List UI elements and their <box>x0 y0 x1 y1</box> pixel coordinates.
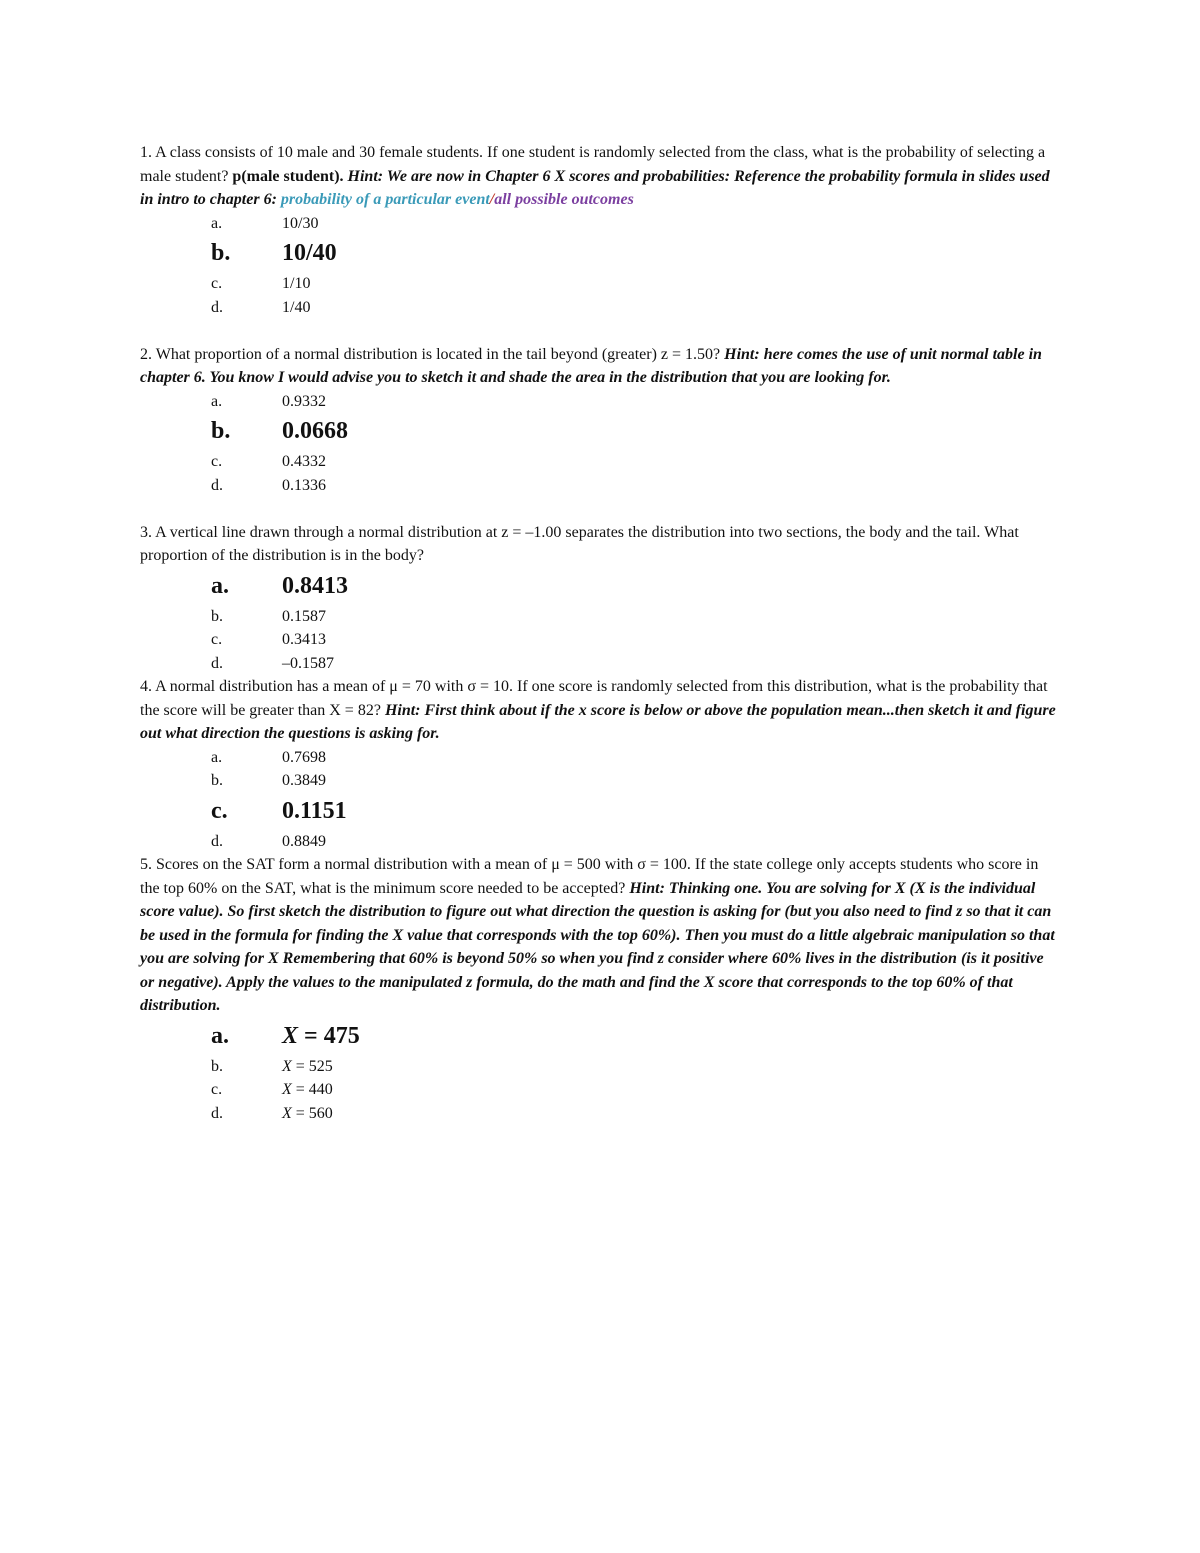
choice-value: = 475 <box>298 1022 360 1049</box>
question-2-choices <box>140 390 1060 498</box>
question-3-stem: 3. A vertical line drawn through a normal distribution at z = –1.00 separates the distribution into two sections, the body and the tail. What proportion of the distribution is in the body? <box>140 523 1019 564</box>
choice-value: –0.1587 <box>282 654 334 672</box>
answer-choice-correct <box>140 793 1060 830</box>
question-1-stem: 1. A class consists of 10 male and 30 female students. If one student is randomly selected from the class, what is the probability of selecting a male student? <box>140 144 1046 185</box>
answer-choice <box>140 746 1060 770</box>
choice-letter: c. <box>211 1081 223 1098</box>
question-4 <box>140 675 1060 746</box>
answer-choice-correct <box>140 235 1060 272</box>
question-1 <box>140 141 1060 212</box>
choice-value: 0.0668 <box>282 418 348 444</box>
answer-choice-correct <box>140 1018 1060 1055</box>
answer-choice <box>140 390 1060 414</box>
answer-choice <box>140 450 1060 474</box>
choice-letter: d. <box>211 832 223 850</box>
answer-choice <box>140 1078 1060 1102</box>
choice-value: 0.7698 <box>282 748 326 766</box>
choice-variable: X <box>282 1022 299 1049</box>
choice-value: 0.8849 <box>282 832 326 850</box>
choice-value: 0.1336 <box>282 476 326 494</box>
question-3-choices <box>140 568 1060 676</box>
choice-letter: a. <box>211 748 223 766</box>
question-4-choices <box>140 746 1060 854</box>
question-5-choices <box>140 1018 1060 1126</box>
choice-letter: b. <box>211 240 231 266</box>
answer-choice-correct <box>140 568 1060 605</box>
answer-choice <box>140 1055 1060 1079</box>
choice-value: 0.3849 <box>282 772 326 789</box>
worksheet-page <box>140 141 1060 1125</box>
answer-choice <box>140 605 1060 629</box>
question-1-choices <box>140 212 1060 320</box>
formula-denominator: all possible outcomes <box>494 191 634 208</box>
question-2-hint: Hint: here comes the use of unit normal table in chapter 6. You know I would advise you to sketch it and shade the area in the distribution that you are looking for. <box>140 345 1042 386</box>
choice-letter: a. <box>211 572 229 599</box>
answer-choice <box>140 1102 1060 1126</box>
answer-choice <box>140 628 1060 652</box>
choice-letter: a. <box>211 214 223 232</box>
formula-numerator: probability of a particular event <box>280 191 490 208</box>
choice-letter: a. <box>211 392 223 410</box>
question-5 <box>140 853 1060 1018</box>
choice-letter: d. <box>211 476 223 494</box>
choice-variable: X <box>282 1104 292 1122</box>
choice-letter: c. <box>211 797 228 824</box>
choice-value: 0.3413 <box>282 631 326 648</box>
choice-value: 1/40 <box>282 298 311 316</box>
choice-letter: c. <box>211 275 223 292</box>
question-5-stem: 5. Scores on the SAT form a normal distribution with a mean of μ = 500 with σ = 100. If the state college only accepts students who score in the top 60% on the SAT, what is the minimum score needed to be accepted? <box>140 856 1039 897</box>
choice-letter: b. <box>211 1057 223 1075</box>
choice-letter: d. <box>211 298 223 316</box>
question-2 <box>140 343 1060 390</box>
choice-variable: X <box>282 1057 292 1075</box>
question-4-stem: 4. A normal distribution has a mean of μ = 70 with σ = 10. If one score is randomly selected from this distribution, what is the probability that the score will be greater than X = 82? <box>140 678 1048 719</box>
choice-value: 1/10 <box>282 275 311 292</box>
answer-choice <box>140 474 1060 498</box>
question-3 <box>140 521 1060 568</box>
question-1-bold-term: p(male student). <box>232 167 344 185</box>
choice-value: 0.8413 <box>282 572 348 599</box>
spacer <box>140 319 1060 343</box>
choice-value: = 440 <box>291 1081 333 1098</box>
choice-value: 10/40 <box>282 240 337 266</box>
question-4-hint: Hint: First think about if the x score is below or above the population mean...then sketch it and figure out what direction the questions is asking for. <box>140 701 1056 742</box>
question-5-hint: Hint: Thinking one. You are solving for X (X is the individual score value). So first sketch the distribution to figure out what direction the question is asking for (but you also need to find z so that it can be used in the formula for finding the X value that corresponds with the top 60%). Then you must do a little algebraic manipulation so that you are solving for X Remembering that 60% is beyond 50% so when you find z consider where 60% lives in the distribution (is it positive or negative). Apply the values to the manipulated z formula, do the math and find the X score that corresponds to the top 60% of that distribution. <box>140 879 1055 1014</box>
answer-choice <box>140 272 1060 296</box>
answer-choice <box>140 652 1060 676</box>
choice-value: 10/30 <box>282 214 319 232</box>
answer-choice <box>140 296 1060 320</box>
question-1-hint: Hint: We are now in Chapter 6 X scores and probabilities: Reference the probability formula in slides used in intro to chapter 6: <box>140 167 1050 208</box>
formula-slash: / <box>489 191 495 208</box>
answer-choice <box>140 769 1060 793</box>
choice-value: = 525 <box>291 1057 333 1075</box>
choice-value: = 560 <box>291 1104 333 1122</box>
choice-value: 0.1151 <box>282 797 347 824</box>
choice-value: 0.9332 <box>282 392 326 410</box>
choice-letter: b. <box>211 418 231 444</box>
choice-value: 0.1587 <box>282 607 326 625</box>
choice-letter: b. <box>211 772 223 789</box>
spacer <box>140 497 1060 521</box>
answer-choice <box>140 830 1060 854</box>
question-2-stem: 2. What proportion of a normal distribution is located in the tail beyond (greater) z = 1.50? <box>140 345 725 363</box>
choice-letter: d. <box>211 1104 223 1122</box>
choice-letter: c. <box>211 453 223 470</box>
choice-value: 0.4332 <box>282 453 326 470</box>
choice-letter: c. <box>211 631 223 648</box>
choice-letter: d. <box>211 654 223 672</box>
choice-letter: b. <box>211 607 223 625</box>
answer-choice <box>140 212 1060 236</box>
answer-choice-correct <box>140 413 1060 450</box>
choice-variable: X <box>282 1081 292 1098</box>
choice-letter: a. <box>211 1022 229 1049</box>
